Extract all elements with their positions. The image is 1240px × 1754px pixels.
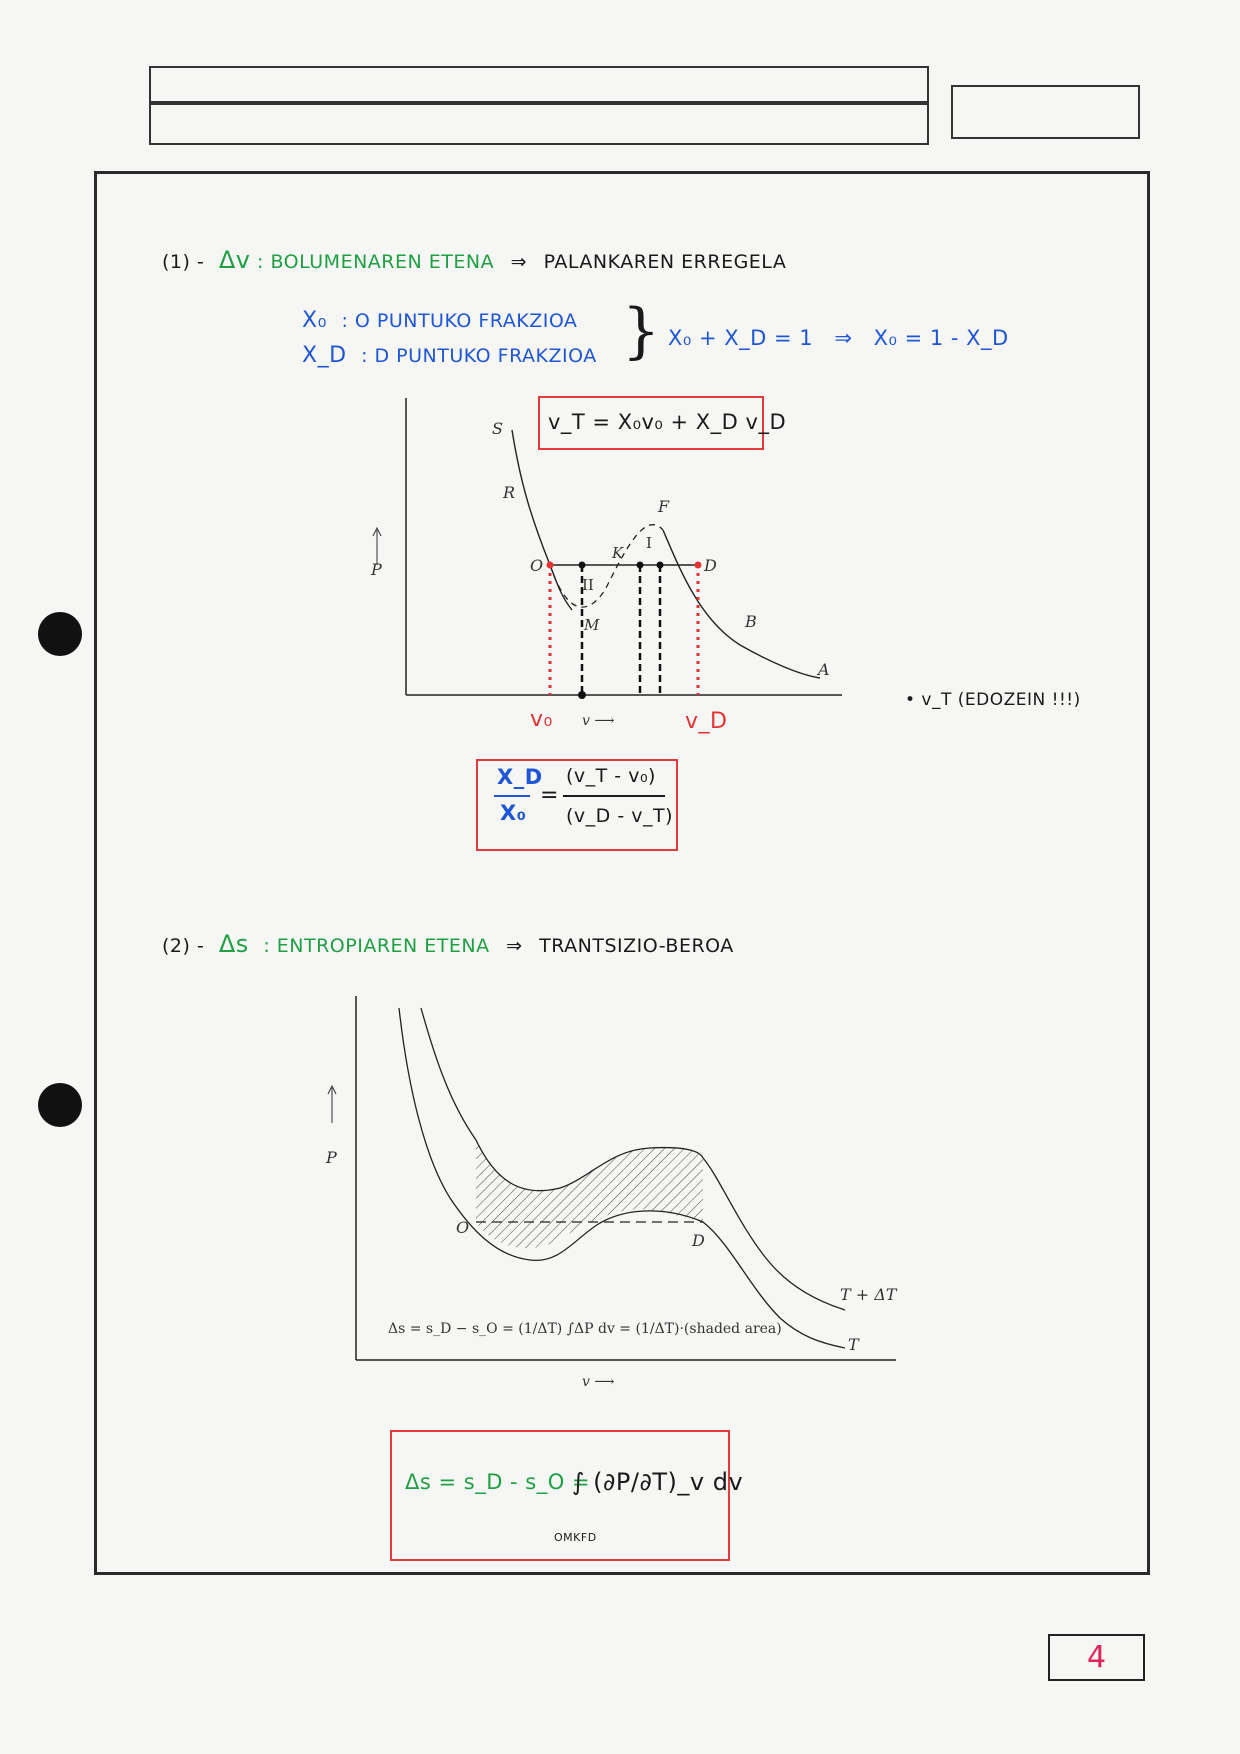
point-d-marker	[695, 562, 702, 569]
diagram2-xlabel: v ⟶	[582, 1374, 615, 1390]
label-F: F	[658, 497, 670, 516]
label-K: K	[612, 544, 624, 562]
entropy-formula-int: ∫ (∂P/∂T)_v dv	[572, 1468, 744, 1496]
lever-equals: =	[540, 783, 559, 808]
curve-label-upper: T + ΔT	[840, 1285, 897, 1304]
diagram2-label-O: O	[456, 1218, 470, 1237]
xd-desc: : D PUNTUKO FRAKZIOA	[361, 345, 597, 367]
lever-lhs-den: X₀	[500, 801, 527, 825]
label-D: D	[704, 556, 717, 575]
brace-implies: ⇒	[834, 326, 853, 350]
section1-arrow: ⇒	[510, 251, 528, 273]
label-R: R	[503, 483, 516, 502]
header-name-field	[149, 66, 929, 105]
vt-axis-marker	[578, 691, 586, 699]
vt-marker-1	[579, 562, 586, 569]
lever-rhs-den: (v_D - v_T)	[566, 805, 673, 827]
shaded-area	[476, 1140, 703, 1248]
isotherm-left-branch	[512, 430, 572, 610]
section2-heading	[162, 930, 734, 958]
brace-result: X₀ = 1 - X_D	[873, 326, 1009, 350]
section1-result: PALANKAREN ERREGELA	[543, 251, 787, 273]
lever-lhs-num: X_D	[497, 765, 543, 789]
section2-number: (2) -	[162, 935, 205, 957]
isotherm-right-branch	[663, 530, 820, 678]
x0-definition	[302, 308, 577, 333]
lever-rhs-num: (v_T - v₀)	[566, 765, 656, 787]
point-o-marker	[547, 562, 554, 569]
pv-diagram-2	[300, 988, 900, 1398]
xd-definition	[302, 343, 597, 368]
diagram1-xlabel: v ⟶	[582, 713, 615, 729]
page-number: 4	[1048, 1634, 1145, 1681]
diagram2-ylabel: P	[326, 1148, 337, 1167]
label-S: S	[492, 419, 503, 438]
section2-arrow: ⇒	[506, 935, 523, 957]
label-A: A	[818, 660, 830, 679]
brace-equations	[668, 326, 1009, 350]
section1-title: BOLUMENAREN ETENA	[270, 251, 495, 273]
vt-note: • v_T (EDOZEIN !!!)	[905, 690, 1081, 710]
xd-label: X_D	[302, 343, 347, 368]
section1-number: (1) -	[162, 251, 205, 273]
punch-hole-top	[38, 612, 82, 656]
diagram2-caption: Δs = s_D − s_O = (1/ΔT) ∫ΔP dv = (1/ΔT)·(shaded area)	[388, 1321, 782, 1337]
curly-brace: }	[622, 296, 661, 366]
section2-title: ENTROPIAREN ETENA	[276, 935, 490, 957]
x0-label: X₀	[302, 308, 327, 333]
lever-lhs-bar	[494, 795, 530, 797]
vt-formula: v_T = X₀v₀ + X_D v_D	[548, 410, 787, 434]
label-II: II	[582, 576, 594, 594]
lever-rhs-bar	[563, 795, 665, 797]
label-I: I	[646, 534, 652, 552]
vt-marker-2	[637, 562, 644, 569]
axis-label-vd: v_D	[685, 709, 728, 734]
section1-colon: :	[257, 251, 264, 273]
vt-marker-3	[657, 562, 664, 569]
label-O: O	[530, 556, 544, 575]
section1-heading	[162, 246, 786, 274]
punch-hole-bottom	[38, 1083, 82, 1127]
section2-colon: :	[263, 935, 271, 957]
section2-result: TRANTSIZIO-BEROA	[539, 935, 734, 957]
section2-symbol: Δs	[218, 930, 249, 958]
axis-label-v0: v₀	[530, 707, 553, 732]
x0-desc: : O PUNTUKO FRAKZIOA	[341, 310, 578, 332]
label-B: B	[745, 612, 757, 631]
entropy-formula-subscript: OMKFD	[554, 1531, 597, 1544]
header-date-field	[951, 85, 1140, 139]
curve-label-lower: T	[848, 1335, 859, 1354]
brace-eq: X₀ + X_D = 1	[668, 326, 814, 350]
diagram1-ylabel: P	[371, 560, 382, 579]
label-M: M	[584, 616, 600, 634]
header-group-field	[149, 101, 929, 145]
section1-symbol: Δv	[218, 246, 251, 274]
entropy-formula-lhs: Δs = s_D - s_O =	[405, 1470, 591, 1494]
diagram2-label-D: D	[692, 1231, 705, 1250]
